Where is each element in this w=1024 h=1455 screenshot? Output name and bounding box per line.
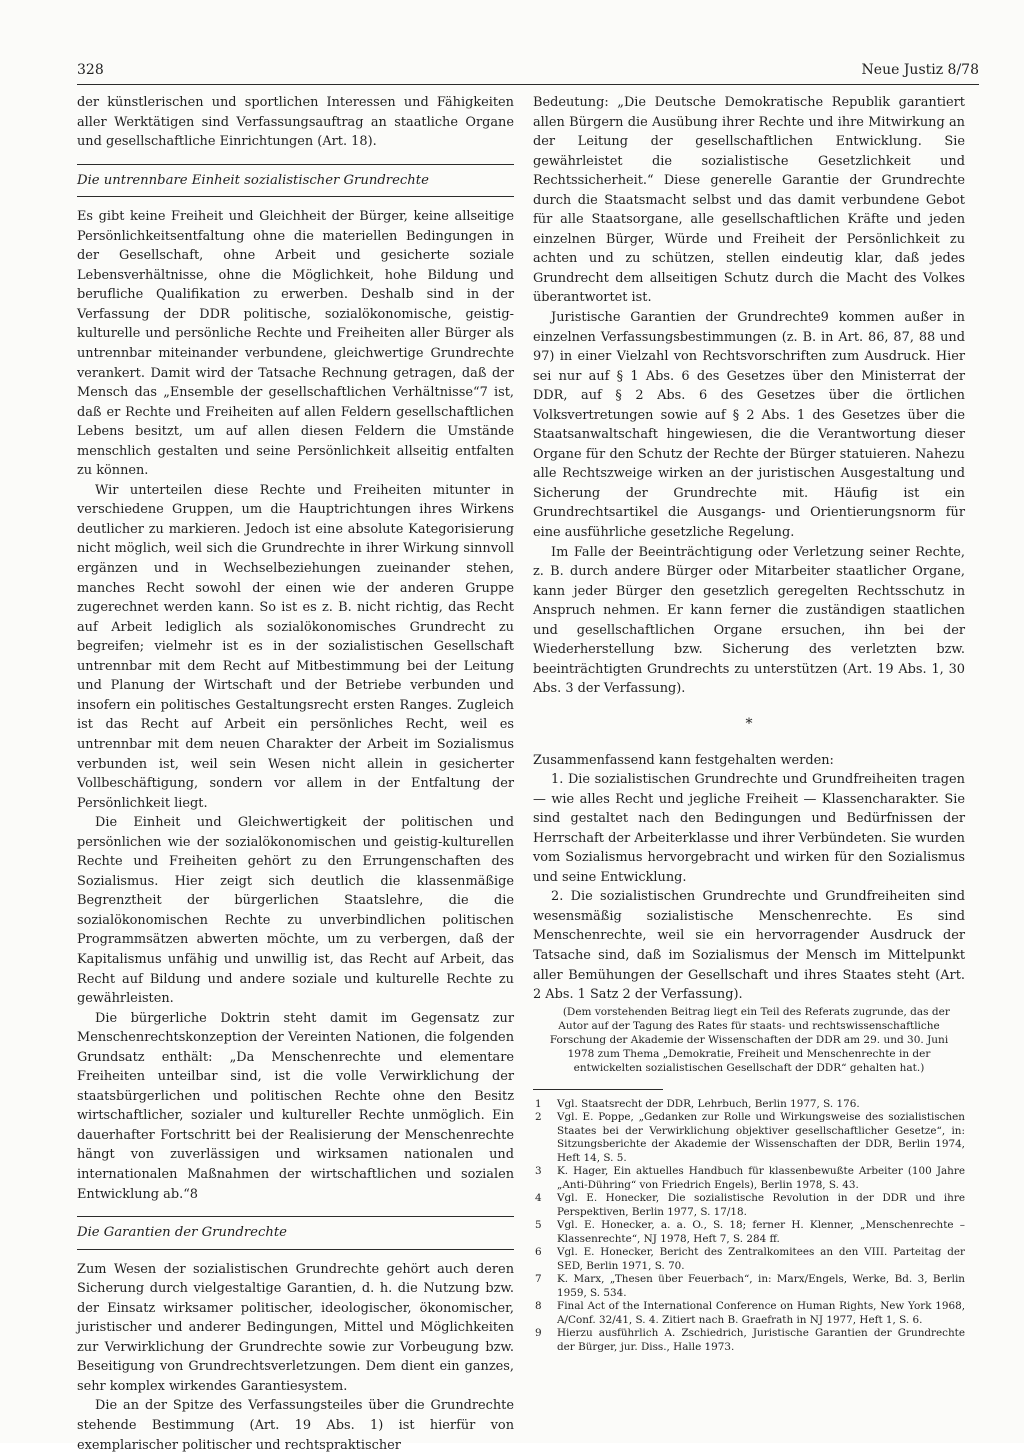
footnote xyxy=(533,1098,965,1112)
footnote-text: Final Act of the International Conference on Human Rights, New York 1968, A/Conf. 32/41, S. 4. Zitiert nach B. Graefrath in NJ 1977, Heft 1, S. 6. xyxy=(557,1300,965,1326)
paragraph: Bedeutung: „Die Deutsche Demokratische Republik garantiert allen Bürgern die Ausübung ihrer Rechte und ihre Mitwirkung an der Leitung der gesellschaftlichen Entwicklung. Sie gewährleistet die sozialistische Gesetzlichkeit und Rechtssicherheit.“ Diese generelle Garantie der Grundrechte durch die Staatsmacht selbst und das damit verbundene Gebot für alle Staatsorgane, alle gesellschaftlichen Kräfte und jeden einzelnen Bürger, Würde und Freiheit der Persönlichkeit zu achten und zu schützen, stellen eindeutig klar, daß jedes Grundrecht dem allseitigen Schutz durch die Macht des Volkes überantwortet ist. xyxy=(533,95,965,306)
right-column xyxy=(533,93,965,1354)
summary-point: 2. Die sozialistischen Grundrechte und Grundfreiheiten sind wesensmäßig sozialistische Menschenrechte. Es sind Menschenrechte, weil sie ein hervorragender Ausdruck der Tatsache sind, daß im Sozialismus der Mensch im Mittelpunkt aller Bemühungen der Gesellschaft und ihres Staates steht (Art. 2 Abs. 1 Satz 2 der Verfassung). xyxy=(533,889,965,1003)
paragraph: Die an der Spitze des Verfassungsteiles über die Grundrechte stehende Bestimmung (Art. 19 Abs. 1) ist hierfür von exemplarischer politischer und rechtspraktischer xyxy=(77,1398,514,1453)
paragraph: Im Falle der Beeinträchtigung oder Verletzung seiner Rechte, z. B. durch andere Bürger oder Mitarbeiter staatlicher Organe, kann jeder Bürger den gesetzlich geregelten Rechtsschutz in Anspruch nehmen. Er kann ferner die zuständigen staatlichen und gesellschaftlichen Organe ersuchen, ihn bei der Wiederherstellung bzw. Sicherung des verletzten bzw. beeinträchtigten Grundrechts zu unterstützen (Art. 19 Abs. 1, 30 Abs. 3 der Verfassung). xyxy=(533,544,965,697)
section-separator: * xyxy=(745,715,753,732)
intro-paragraph: der künstlerischen und sportlichen Interessen und Fähigkeiten aller Werktätigen sind Verfassungsauftrag an staatliche Organe und gesellschaftliche Einrichtungen (Art. 18). xyxy=(77,95,514,150)
footnote-text: Vgl. E. Honecker, Die sozialistische Revolution in der DDR und ihre Perspektiven, Berlin 1977, S. 17/18. xyxy=(557,1192,965,1218)
journal-issue: Neue Justiz 8/78 xyxy=(861,62,979,78)
footnote xyxy=(533,1246,965,1273)
editor-note: (Dem vorstehenden Beitrag liegt ein Teil des Referats zugrunde, das der Autor auf der Tagung des Rates für staats- und rechtswissenschaftliche Forschung der Akademie der Wissenschaften der DDR am 29. und 30. Juni 1978 zum Thema „Demokratie, Freiheit und Menschenrechte in der entwickelten sozialistischen Gesellschaft der DDR“ gehalten hat.) xyxy=(549,1005,950,1074)
footnote xyxy=(533,1219,965,1246)
footnote-number: 8 xyxy=(535,1300,542,1313)
page-number: 328 xyxy=(77,62,104,78)
paragraph: Zum Wesen der sozialistischen Grundrechte gehört auch deren Sicherung durch vielgestaltige Garantien, d. h. die Nutzung bzw. der Einsatz wirksamer politischer, ideologischer, ökonomischer, juristischer und anderer Bedingungen, Mittel und Möglichkeiten zur Verwirklichung der Grundrechte sowie zur Vorbeugung bzw. Beseitigung von Grundrechtsverletzungen. Dem dient ein ganzes, sehr komplex wirkendes Garantiesystem. xyxy=(77,1261,514,1394)
summary-point: 1. Die sozialistischen Grundrechte und Grundfreiheiten tragen — wie alles Recht und jegliche Freiheit — Klassencharakter. Sie sind gestaltet nach den Bedingungen und Bedürfnissen der Herrschaft der Arbeiterklasse und ihrer Verbündeten. Sie wurden vom Sozialismus hervorgebracht und wirken für den Sozialismus und seine Entwicklung. xyxy=(533,772,965,885)
footnote-text: K. Hager, Ein aktuelles Handbuch für klassenbewußte Arbeiter (100 Jahre „Anti-Dühring“ von Friedrich Engels), Berlin 1978, S. 43. xyxy=(557,1165,965,1191)
footnote xyxy=(533,1327,965,1354)
footnote xyxy=(533,1111,965,1165)
footnote-text: Vgl. E. Honecker, Bericht des Zentralkomitees an den VIII. Parteitag der SED, Berlin 1971, S. 70. xyxy=(557,1246,965,1272)
footnote-text: Vgl. E. Poppe, „Gedanken zur Rolle und Wirkungsweise des sozialistischen Staates bei der Verwirklichung objektiver gesellschaftlicher Gesetze“, in: Sitzungsberichte der Akademie der Wissenschaften der DDR, Berlin 1974, Heft 14, S. 5. xyxy=(557,1111,965,1164)
paragraph: Die bürgerliche Doktrin steht damit im Gegensatz zur Menschenrechtskonzeption der Vereinten Nationen, die folgenden Grundsatz enthält: „Da Menschenrechte und elementare Freiheiten unteilbar sind, ist die volle Verwirklichung der staatsbürgerlichen und politischen Rechte ohne den Besitz wirtschaftlicher, sozialer und kultureller Rechte unmöglich. Ein dauerhafter Fortschritt bei der Realisierung der Menschenrechte hängt von zuverlässigen und wirksamen nationalen und internationalen Maßnahmen der wirtschaftlichen und sozialen Entwicklung ab.“8 xyxy=(77,1010,514,1202)
paragraph: Die Einheit und Gleichwertigkeit der politischen und persönlichen wie der sozialökonomischen und geistig-kulturellen Rechte und Freiheiten gehört zu den Errungenschaften des Sozialismus. Hier zeigt sich deutlich die klassenmäßige Begrenztheit der bürgerlichen Staatslehre, die die sozialökonomischen Rechte zu unverbindlichen politischen Programmsätzen abwerten möchte, um zu verbergen, daß der Kapitalismus unfähig und unwillig ist, das Recht auf Arbeit, das Recht auf Bildung und andere soziale und kulturelle Rechte zu gewährleisten. xyxy=(77,815,514,1007)
section-heading-grundrechte-einheit: Die untrennbare Einheit sozialistischer Grundrechte xyxy=(77,164,514,198)
footnote xyxy=(533,1192,965,1219)
header-rule xyxy=(77,84,979,85)
footnote-number: 9 xyxy=(535,1327,542,1340)
footnote-text: K. Marx, „Thesen über Feuerbach“, in: Marx/Engels, Werke, Bd. 3, Berlin 1959, S. 534. xyxy=(557,1273,965,1299)
footnote xyxy=(533,1165,965,1192)
left-column xyxy=(77,93,514,1455)
footnote-number: 4 xyxy=(535,1192,542,1205)
footnote-text: Vgl. Staatsrecht der DDR, Lehrbuch, Berlin 1977, S. 176. xyxy=(557,1097,860,1110)
footnote-number: 2 xyxy=(535,1111,542,1124)
footnote-text: Hierzu ausführlich A. Zschiedrich, Juristische Garantien der Grundrechte der Bürger, jur. Diss., Halle 1973. xyxy=(557,1327,965,1353)
paragraph: Es gibt keine Freiheit und Gleichheit der Bürger, keine allseitige Persönlichkeitsentfaltung ohne die materiellen Bedingungen in der Gesellschaft, ohne Arbeit und gesicherte soziale Lebensverhältnisse, ohne die Möglichkeit, hohe Bildung und berufliche Qualifikation zu erwerben. Deshalb sind in der Verfassung der DDR politische, sozialökonomische, geistig-kulturelle und persönliche Rechte und Freiheiten aller Bürger als untrennbar miteinander verbundene, gleichwertige Grundrechte verankert. Damit wird der Tatsache Rechnung getragen, daß der Mensch das „Ensemble der gesellschaftlichen Verhältnisse“7 ist, daß er Rechte und Freiheiten auf allen Feldern gesellschaftlichen Lebens besitzt, um auf allen diesen Feldern die Umstände menschlich gestalten und seine Persönlichkeit allseitig entfalten zu können. xyxy=(77,209,514,479)
footnote-number: 1 xyxy=(535,1097,542,1110)
footnote-number: 3 xyxy=(535,1165,542,1178)
footnote xyxy=(533,1273,965,1300)
paragraph: Juristische Garantien der Grundrechte9 kommen außer in einzelnen Verfassungsbestimmungen (z. B. in Art. 86, 87, 88 und 97) in einer Vielzahl von Rechtsvorschriften zum Ausdruck. Hier sei nur auf § 1 Abs. 6 des Gesetzes über den Ministerrat der DDR, auf § 2 Abs. 6 des Gesetzes über die örtlichen Volksvertretungen sowie auf § 2 Abs. 1 des Gesetzes über die Staatsanwaltschaft hingewiesen, die die Verantwortung dieser Organe für den Schutz der Rechte der Bürger statuieren. Nahezu alle Rechtszweige wirken an der juristischen Ausgestaltung und Sicherung der Grundrechte mit. Häufig ist ein Grundrechtsartikel die Ausgangs- und Orientierungsnorm für eine ausführliche gesetzliche Regelung. xyxy=(533,310,965,541)
footnote-rule xyxy=(533,1089,663,1090)
footnote-list xyxy=(533,1098,965,1355)
paragraph: Wir unterteilen diese Rechte und Freiheiten mitunter in verschiedene Gruppen, um die Hauptrichtungen ihres Wirkens deutlicher zu markieren. Jedoch ist eine absolute Kategorisierung nicht möglich, weil sich die Grundrechte in ihrer Wirkung sinnvoll ergänzen und in Wechselbeziehungen zueinander stehen, manches Recht sowohl der einen wie der anderen Gruppe zugerechnet werden kann. So ist es z. B. nicht richtig, das Recht auf Arbeit lediglich als sozialökonomisches Grundrecht zu begreifen; vielmehr ist es in der sozialistischen Gesellschaft untrennbar mit dem Recht auf Mitbestimmung bei der Leitung und Planung der Wirtschaft und der Betriebe verbunden und insofern ein politisches Gestaltungsrecht ersten Ranges. Zugleich ist das Recht auf Arbeit ein persönliches Recht, weil es untrennbar mit dem neuen Charakter der Arbeit im Sozialismus verbunden ist, weil sein Wesen nicht allein in gesicherter Vollbeschäftigung, sondern vor allem in der Entfaltung der Persönlichkeit liegt. xyxy=(77,482,514,811)
page-header xyxy=(77,62,979,84)
footnote-number: 6 xyxy=(535,1246,542,1259)
footnote xyxy=(533,1300,965,1327)
section-heading-garantien: Die Garantien der Grundrechte xyxy=(77,1216,514,1250)
footnote-number: 7 xyxy=(535,1273,542,1286)
footnote-number: 5 xyxy=(535,1219,542,1232)
footnote-text: Vgl. E. Honecker, a. a. O., S. 18; ferner H. Klenner, „Menschenrechte – Klassenrechte“, NJ 1978, Heft 7, S. 284 ff. xyxy=(557,1219,965,1245)
summary-intro: Zusammenfassend kann festgehalten werden: xyxy=(533,752,834,768)
